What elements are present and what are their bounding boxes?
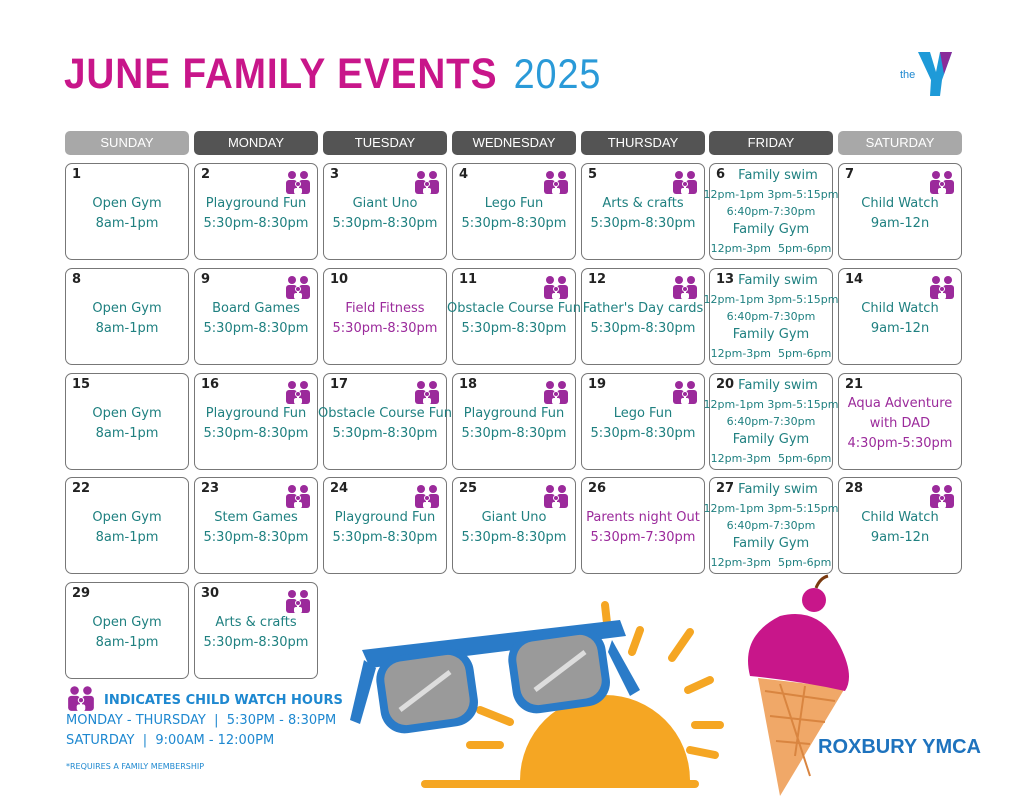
calendar-day-12 (581, 268, 705, 365)
event-line: Family Gym (732, 327, 810, 342)
event-line: with DAD (869, 415, 931, 431)
day-header-sunday: SUNDAY (65, 131, 189, 155)
ice-cream-icon (748, 576, 849, 796)
event-line: Obstacle Course Fun (318, 405, 452, 421)
event-line: 5:30pm-7:30pm (590, 529, 696, 545)
day-number: 27 (716, 481, 735, 496)
child-watch-icon (284, 275, 312, 299)
ymca-logo (896, 46, 964, 98)
day-number: 1 (72, 167, 82, 182)
event (66, 583, 188, 678)
event-line: 5:30pm-8:30pm (332, 320, 438, 336)
day-number: 6 (716, 167, 726, 182)
event-line: 6:40pm-7:30pm (726, 205, 816, 218)
event-line: 5:30pm-8:30pm (332, 425, 438, 441)
day-header-friday: FRIDAY (709, 131, 833, 155)
event-line: 5:30pm-8:30pm (590, 425, 696, 441)
event-line: 5:30pm-8:30pm (203, 529, 309, 545)
event-line: 8am-1pm (95, 425, 159, 441)
event (66, 478, 188, 573)
calendar-day-4 (452, 163, 576, 260)
event (324, 269, 446, 364)
calendar-day-23 (194, 477, 318, 574)
day-number: 26 (588, 481, 607, 496)
day-number: 30 (201, 586, 220, 601)
event-line: Lego Fun (613, 405, 673, 421)
event-line: Aqua Adventure (847, 395, 953, 411)
event (703, 164, 839, 259)
event-line: 6:40pm-7:30pm (726, 310, 816, 323)
event-line: Child Watch (861, 509, 939, 525)
summer-illustration (350, 540, 870, 800)
calendar-day-2 (194, 163, 318, 260)
event-line: Playground Fun (205, 405, 307, 421)
event-line: Giant Uno (352, 195, 418, 211)
day-number: 28 (845, 481, 864, 496)
membership-note: *REQUIRES A FAMILY MEMBERSHIP (66, 762, 205, 771)
child-watch-icon (413, 380, 441, 404)
day-number: 5 (588, 167, 598, 182)
event-line: 8am-1pm (95, 320, 159, 336)
day-number: 17 (330, 377, 349, 392)
calendar-day-30 (194, 582, 318, 679)
event-line: Open Gym (92, 195, 162, 211)
event-line: 5:30pm-8:30pm (461, 529, 567, 545)
event-line: Open Gym (92, 405, 162, 421)
child-watch-icon (671, 170, 699, 194)
svg-text:the: the (900, 69, 916, 81)
child-watch-icon (928, 484, 956, 508)
event-line: 6:40pm-7:30pm (726, 415, 816, 428)
event (66, 374, 188, 469)
event-line: Child Watch (861, 195, 939, 211)
child-watch-icon (284, 484, 312, 508)
day-header-thursday: THURSDAY (581, 131, 705, 155)
event-line: Family swim (738, 168, 818, 183)
event-line: 9am-12n (870, 529, 930, 545)
event-line: Father's Day cards (582, 300, 704, 316)
event-line: 9am-12n (870, 320, 930, 336)
calendar-day-11 (447, 268, 581, 365)
day-header-monday: MONDAY (194, 131, 318, 155)
event-line: Playground Fun (334, 509, 436, 525)
event-line: Lego Fun (484, 195, 544, 211)
calendar-day-17 (318, 373, 452, 470)
day-number: 4 (459, 167, 469, 182)
day-number: 12 (588, 272, 607, 287)
day-number: 10 (330, 272, 349, 287)
child-watch-icon (671, 380, 699, 404)
child-watch-icon (928, 275, 956, 299)
calendar-day-1 (65, 163, 189, 260)
event-line: Child Watch (861, 300, 939, 316)
event-line: Family swim (738, 482, 818, 497)
event-line: Arts & crafts (602, 195, 684, 211)
event-line: 12pm-3pm 5pm-6pm (710, 242, 832, 255)
event-line: 12pm-3pm 5pm-6pm (710, 452, 832, 465)
event-line: 5:30pm-8:30pm (332, 215, 438, 231)
day-number: 2 (201, 167, 211, 182)
child-watch-icon (542, 275, 570, 299)
event-line: 8am-1pm (95, 634, 159, 650)
day-number: 9 (201, 272, 211, 287)
day-number: 11 (459, 272, 478, 287)
event-line: 8am-1pm (95, 529, 159, 545)
day-number: 20 (716, 377, 735, 392)
day-header-wednesday: WEDNESDAY (452, 131, 576, 155)
event-line: Arts & crafts (215, 614, 297, 630)
event-line: 9am-12n (870, 215, 930, 231)
event (703, 374, 839, 469)
day-number: 21 (845, 377, 864, 392)
calendar-day-6 (703, 163, 839, 260)
child-watch-icon (66, 685, 96, 711)
calendar-day-15 (65, 373, 189, 470)
calendar-day-19 (581, 373, 705, 470)
event-line: 6:40pm-7:30pm (726, 519, 816, 532)
day-number: 3 (330, 167, 340, 182)
page-title (64, 50, 601, 99)
day-number: 22 (72, 481, 91, 496)
calendar-day-18 (452, 373, 576, 470)
event-line: 4:30pm-5:30pm (847, 435, 953, 451)
day-header-tuesday: TUESDAY (323, 131, 447, 155)
event-line: Family swim (738, 273, 818, 288)
calendar-day-14 (838, 268, 962, 365)
event (703, 269, 839, 364)
event (66, 164, 188, 259)
day-number: 7 (845, 167, 855, 182)
event-line: Family swim (738, 378, 818, 393)
legend-title: INDICATES CHILD WATCH HOURS (104, 693, 343, 708)
event-line: Family Gym (732, 222, 810, 237)
event-line: 5:30pm-8:30pm (590, 320, 696, 336)
title-text: JUNE FAMILY EVENTS (64, 50, 498, 98)
child-watch-icon (542, 484, 570, 508)
child-watch-icon (542, 380, 570, 404)
event-line: 12pm-1pm 3pm-5:15pm (703, 502, 839, 515)
event-line: 8am-1pm (95, 215, 159, 231)
event-line: 5:30pm-8:30pm (590, 215, 696, 231)
legend-weekday-hours: MONDAY - THURSDAY | 5:30PM - 8:30PM (66, 713, 337, 728)
day-number: 16 (201, 377, 220, 392)
event-line: 5:30pm-8:30pm (203, 425, 309, 441)
calendar-day-20 (703, 373, 839, 470)
event-line: Giant Uno (481, 509, 547, 525)
event (66, 269, 188, 364)
calendar-day-7 (838, 163, 962, 260)
event-line: Playground Fun (205, 195, 307, 211)
child-watch-icon (413, 170, 441, 194)
child-watch-icon (284, 170, 312, 194)
child-watch-icon (284, 589, 312, 613)
calendar-day-29 (65, 582, 189, 679)
child-watch-legend (66, 685, 343, 777)
day-number: 15 (72, 377, 91, 392)
brand-name: ROXBURY YMCA (818, 736, 981, 758)
day-number: 29 (72, 586, 91, 601)
event-line: 12pm-1pm 3pm-5:15pm (703, 398, 839, 411)
day-number: 14 (845, 272, 864, 287)
day-header-saturday: SATURDAY (838, 131, 962, 155)
child-watch-icon (284, 380, 312, 404)
day-number: 23 (201, 481, 220, 496)
event-line: 12pm-1pm 3pm-5:15pm (703, 188, 839, 201)
legend-saturday-hours: SATURDAY | 9:00AM - 12:00PM (66, 733, 275, 748)
calendar-day-5 (581, 163, 705, 260)
calendar-day-8 (65, 268, 189, 365)
event-line: 5:30pm-8:30pm (461, 425, 567, 441)
calendar-day-16 (194, 373, 318, 470)
event-line: 5:30pm-8:30pm (203, 215, 309, 231)
event-line: 12pm-3pm 5pm-6pm (710, 347, 832, 360)
event-line: 12pm-1pm 3pm-5:15pm (703, 293, 839, 306)
event-line: Stem Games (214, 509, 298, 525)
calendar-day-22 (65, 477, 189, 574)
child-watch-icon (928, 170, 956, 194)
calendar-day-21 (838, 373, 962, 470)
event-line: 5:30pm-8:30pm (461, 215, 567, 231)
event-line: Open Gym (92, 300, 162, 316)
event-line: 5:30pm-8:30pm (461, 320, 567, 336)
day-number: 25 (459, 481, 478, 496)
event (839, 374, 961, 469)
day-number: 24 (330, 481, 349, 496)
calendar-day-9 (194, 268, 318, 365)
event-line: Family Gym (732, 536, 810, 551)
event-line: Open Gym (92, 509, 162, 525)
day-number: 13 (716, 272, 735, 287)
day-number: 8 (72, 272, 82, 287)
event-line: Obstacle Course Fun (447, 300, 581, 316)
calendar-day-13 (703, 268, 839, 365)
day-number: 18 (459, 377, 478, 392)
event-line: Family Gym (732, 432, 810, 447)
event-line: 5:30pm-8:30pm (332, 529, 438, 545)
day-number: 19 (588, 377, 607, 392)
child-watch-icon (413, 484, 441, 508)
child-watch-icon (542, 170, 570, 194)
event-line: 5:30pm-8:30pm (203, 634, 309, 650)
event-line: Playground Fun (463, 405, 565, 421)
event-line: Open Gym (92, 614, 162, 630)
calendar-day-10 (323, 268, 447, 365)
child-watch-icon (671, 275, 699, 299)
event-line: Board Games (212, 300, 300, 316)
calendar-day-3 (323, 163, 447, 260)
event-line: 12pm-3pm 5pm-6pm (710, 556, 832, 569)
year: 2025 (513, 50, 602, 97)
event-line: 5:30pm-8:30pm (203, 320, 309, 336)
event-line: Parents night Out (586, 509, 700, 525)
event-line: Field Fitness (345, 300, 425, 316)
